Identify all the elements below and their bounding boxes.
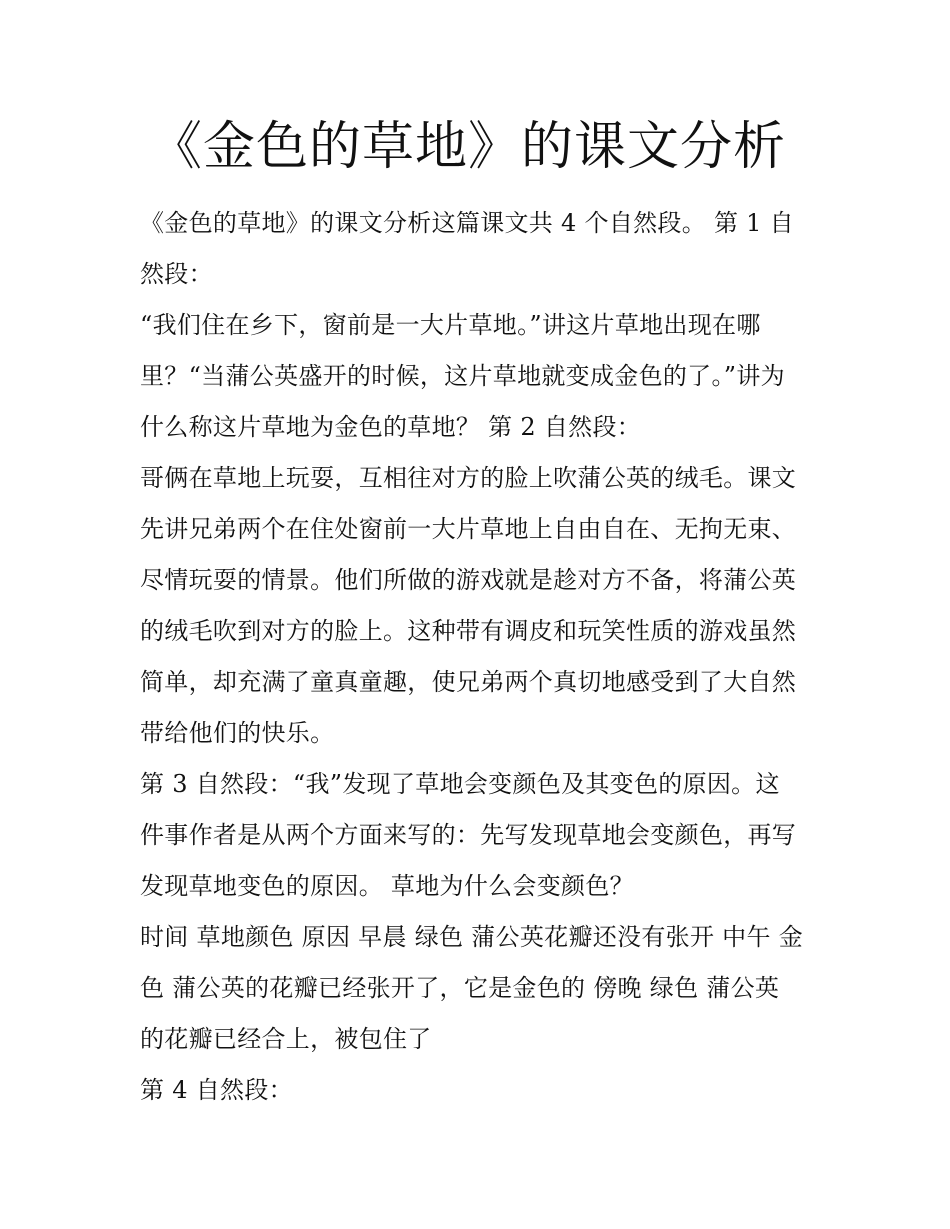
document-title: 《金色的草地》的课文分析 (150, 117, 787, 177)
body-line-13: 件事作者是从两个方面来写的：先写发现草地会变颜色，再写 (140, 821, 797, 849)
body-line-18: 第 4 自然段： (140, 1076, 293, 1104)
document-body (140, 198, 820, 1116)
body-line-7: 先讲兄弟两个在住处窗前一大片草地上自由自在、无拘无束、 (140, 515, 797, 543)
body-line-2: 然段： (140, 260, 213, 288)
body-line-4: 里？“当蒲公英盛开的时候，这片草地就变成金色的了。”讲为 (140, 362, 785, 390)
body-line-5: 什么称这片草地为金色的草地？ 第 2 自然段： (140, 413, 642, 441)
body-line-6: 哥俩在草地上玩耍，互相往对方的脸上吹蒲公英的绒毛。课文 (140, 464, 797, 492)
body-line-11: 带给他们的快乐。 (140, 719, 335, 747)
body-line-3: “我们住在乡下，窗前是一大片草地。”讲这片草地出现在哪 (140, 311, 761, 339)
body-line-8: 尽情玩耍的情景。他们所做的游戏就是趁对方不备，将蒲公英 (140, 566, 797, 594)
body-line-15: 时间 草地颜色 原因 早晨 绿色 蒲公英花瓣还没有张开 中午 金 (140, 923, 804, 951)
body-line-9: 的绒毛吹到对方的脸上。这种带有调皮和玩笑性质的游戏虽然 (140, 617, 797, 645)
body-line-17: 的花瓣已经合上，被包住了 (140, 1025, 432, 1053)
body-line-12: 第 3 自然段：“我”发现了草地会变颜色及其变色的原因。这 (140, 770, 780, 798)
body-line-16: 色 蒲公英的花瓣已经张开了，它是金色的 傍晚 绿色 蒲公英 (140, 974, 780, 1002)
body-line-10: 简单，却充满了童真童趣，使兄弟两个真切地感受到了大自然 (140, 668, 797, 696)
body-line-1: 《金色的草地》的课文分析这篇课文共 4 个自然段。 第 1 自 (140, 209, 794, 237)
body-line-14: 发现草地变色的原因。 草地为什么会变颜色？ (140, 872, 634, 900)
